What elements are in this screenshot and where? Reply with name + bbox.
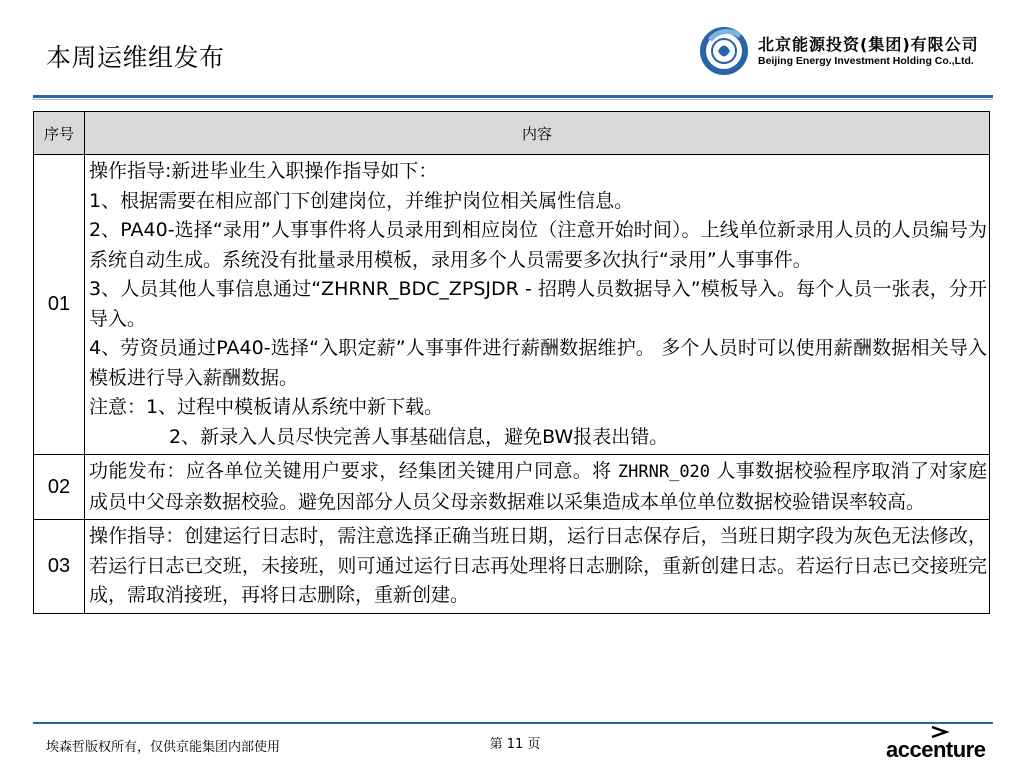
table-row <box>34 155 990 455</box>
table-header-row <box>34 112 990 155</box>
row-number: 02 <box>34 455 85 520</box>
table-row <box>34 455 990 520</box>
row-content <box>85 455 990 520</box>
content-line: 3、人员其他人事信息通过“ZHRNR_BDC_ZPSJDR - 招聘人员数据导入”模板导入。每个人员一张表，分开导入。 <box>89 278 987 330</box>
company-logo <box>700 26 1010 76</box>
header-content: 内容 <box>85 112 990 155</box>
accenture-logo <box>882 725 998 765</box>
slide-title: 本周运维组发布 <box>46 43 225 72</box>
footer-divider <box>33 722 993 724</box>
content-line: 4、劳资员通过PA40-选择“入职定薪”人事事件进行薪酬数据维护。 多个人员时可以使用薪酬数据相关导入模板进行导入薪酬数据。 <box>89 337 987 389</box>
content-line: 操作指导:新进毕业生入职操作指导如下： <box>89 160 438 182</box>
content-line: 2、新录入人员尽快完善人事基础信息，避免BW报表出错。 <box>169 425 669 448</box>
row-content <box>85 155 990 455</box>
title-divider-thin <box>33 99 993 100</box>
page-number: 第 11 页 <box>489 737 541 752</box>
copyright-notice: 埃森哲版权所有，仅供京能集团内部使用 <box>46 740 281 755</box>
header-number: 序号 <box>34 112 85 155</box>
row-number: 03 <box>34 520 85 614</box>
accenture-wordmark: accenture <box>886 737 986 762</box>
content-text: 人事数据校验程序取消了对家庭成员中父母亲数据校验。避免因部分人员父母亲数据难以采集造成本单位单位数据校验错误率较高。 <box>89 460 987 513</box>
company-name-cn: 北京能源投资(集团)有限公司 <box>758 35 979 54</box>
content-line: 2、PA40-选择“录用”人事事件将人员录用到相应岗位（注意开始时间）。上线单位新录用人员的人员编号为系统自动生成。系统没有批量录用模板，录用多个人员需要多次执行“录用”人事事件。 <box>89 219 987 271</box>
row-content: 操作指导：创建运行日志时，需注意选择正确当班日期，运行日志保存后，当班日期字段为灰色无法修改，若运行日志已交班，未接班，则可通过运行日志再处理将日志删除，重新创建日志。若运行日志已交接班完成，需取消接班，再将日志删除，重新创建。 <box>85 520 990 614</box>
release-table <box>33 111 990 614</box>
company-name-en: Beijing Energy Investment Holding Co.,Ltd. <box>758 55 974 67</box>
program-code: ZHRNR_020 <box>617 462 711 482</box>
row-number: 01 <box>34 155 85 455</box>
table-row <box>34 520 990 614</box>
company-logo-emblem-icon <box>700 26 752 76</box>
content-text: 功能发布：应各单位关键用户要求，经集团关键用户同意。将 <box>89 460 618 482</box>
content-line: 1、根据需要在相应部门下创建岗位，并维护岗位相关属性信息。 <box>89 189 634 212</box>
title-divider <box>33 95 993 98</box>
content-line: 注意：1、过程中模板请从系统中新下载。 <box>89 396 444 418</box>
